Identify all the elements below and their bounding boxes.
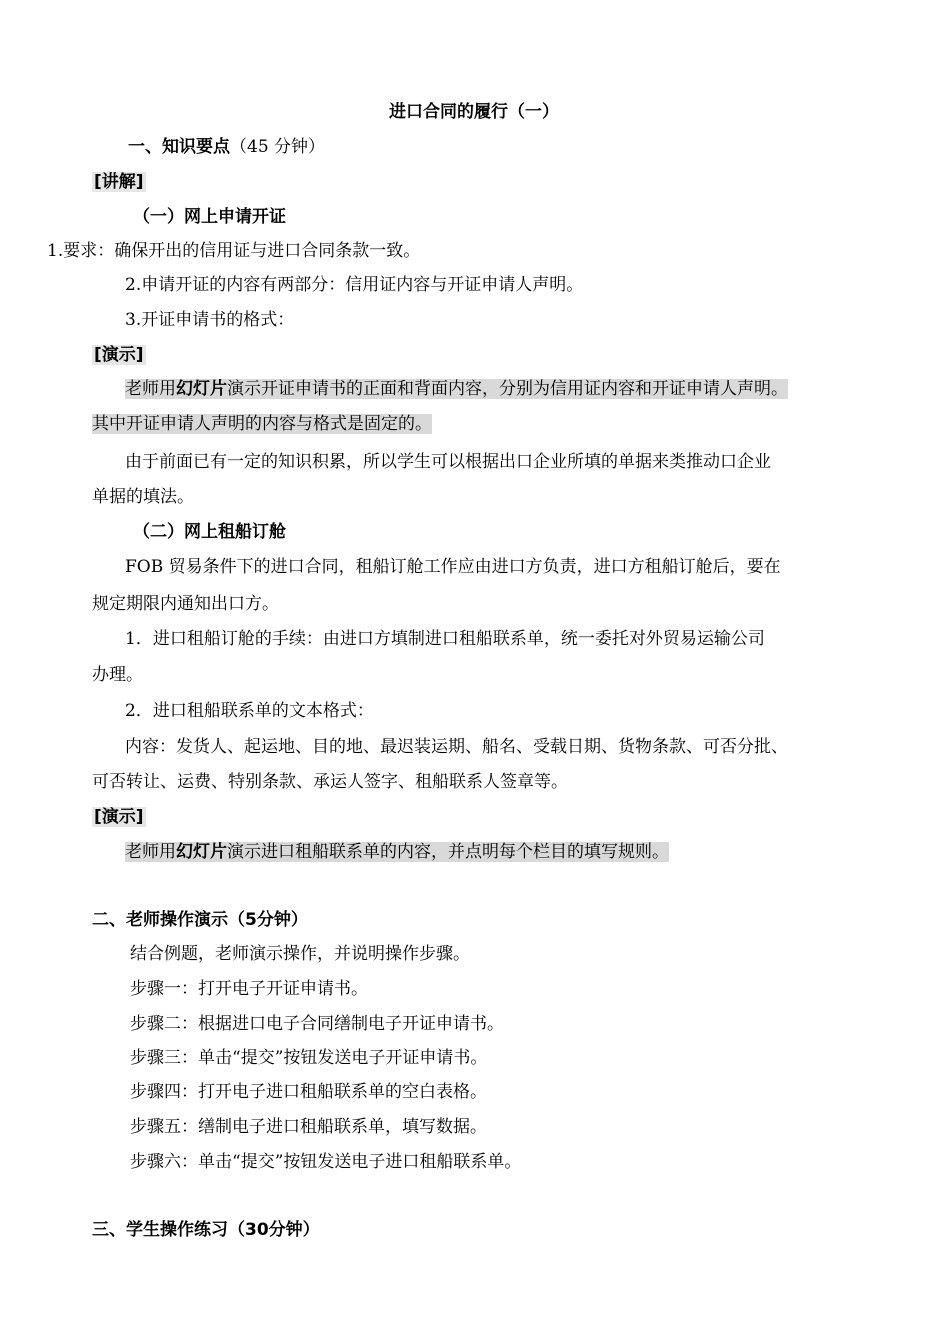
paragraph-content-parts: 2.申请开证的内容有两部分：信用证内容与开证申请人声明。	[125, 275, 584, 295]
demo-2-suffix: 演示进口租船联系单的内容，并点明每个栏目的填写规则。	[227, 842, 669, 862]
demo-2-line	[125, 840, 669, 864]
paragraph-contents-2: 可否转让、运费、特别条款、承运人签字、租船联系人签章等。	[92, 772, 568, 792]
subsection-2-heading: （二）网上租船订舱	[133, 522, 286, 542]
demo-1-line-1-text	[125, 379, 788, 399]
demo-1-line-2-text: 其中开证申请人声明的内容与格式是固定的。	[92, 414, 432, 434]
section-1-time: （45 分钟）	[230, 137, 326, 157]
page-title: 进口合同的履行（一）	[389, 102, 559, 122]
step-3: 步骤三：单击“提交”按钮发送电子开证申请书。	[130, 1048, 488, 1068]
subsection-1-heading: （一）网上申请开证	[133, 207, 286, 227]
paragraph-format: 3.开证申请书的格式：	[125, 310, 295, 330]
tag-explain	[92, 170, 146, 194]
demo-1-line-1	[125, 377, 788, 401]
paragraph-text-format: 2．进口租船联系单的文本格式：	[125, 701, 374, 721]
paragraph-procedure-1: 1．进口租船订舱的手续：由进口方填制进口租船联系单，统一委托对外贸易运输公司	[125, 629, 765, 649]
tag-explain-label: [讲解]	[94, 172, 144, 192]
demo-2-prefix: 老师用	[125, 842, 176, 862]
paragraph-analogy-1: 由于前面已有一定的知识积累，所以学生可以根据出口企业所填的单据来类推动口企业	[125, 452, 771, 472]
section-2-intro: 结合例题，老师演示操作，并说明操作步骤。	[130, 944, 470, 964]
section-3-heading: 三、学生操作练习（30分钟）	[92, 1220, 320, 1240]
paragraph-fob-1: FOB 贸易条件下的进口合同，租船订舱工作应由进口方负责，进口方租船订舱后，要在	[125, 557, 781, 577]
demo-2-slide-word: 幻灯片	[176, 842, 227, 862]
demo-1-slide-word: 幻灯片	[176, 379, 227, 399]
tag-demo-2-label: [演示]	[94, 807, 144, 827]
step-1: 步骤一：打开电子开证申请书。	[130, 979, 368, 999]
section-1-heading	[128, 135, 325, 159]
step-4: 步骤四：打开电子进口租船联系单的空白表格。	[130, 1082, 487, 1102]
step-2: 步骤二：根据进口电子合同缮制电子开证申请书。	[130, 1014, 504, 1034]
paragraph-procedure-2: 办理。	[92, 665, 143, 685]
paragraph-contents-1: 内容：发货人、起运地、目的地、最迟装运期、船名、受载日期、货物条款、可否分批、	[125, 737, 788, 757]
tag-demo-2	[92, 805, 146, 829]
step-6: 步骤六：单击“提交”按钮发送电子进口租船联系单。	[130, 1152, 522, 1172]
step-5: 步骤五：缮制电子进口租船联系单，填写数据。	[130, 1117, 487, 1137]
tag-demo-1-label: [演示]	[94, 345, 144, 365]
demo-1-suffix: 演示开证申请书的正面和背面内容，分别为信用证内容和开证申请人声明。	[227, 379, 788, 399]
tag-demo-1	[92, 343, 146, 367]
paragraph-analogy-2: 单据的填法。	[92, 487, 194, 507]
demo-2-line-text	[125, 842, 669, 862]
demo-1-prefix: 老师用	[125, 379, 176, 399]
demo-1-line-2	[92, 412, 432, 436]
section-1-title: 一、知识要点	[128, 137, 230, 157]
paragraph-fob-2: 规定期限内通知出口方。	[92, 594, 279, 614]
paragraph-requirement: 1.要求：确保开出的信用证与进口合同条款一致。	[47, 241, 421, 261]
section-2-heading: 二、老师操作演示（5分钟）	[92, 910, 308, 930]
